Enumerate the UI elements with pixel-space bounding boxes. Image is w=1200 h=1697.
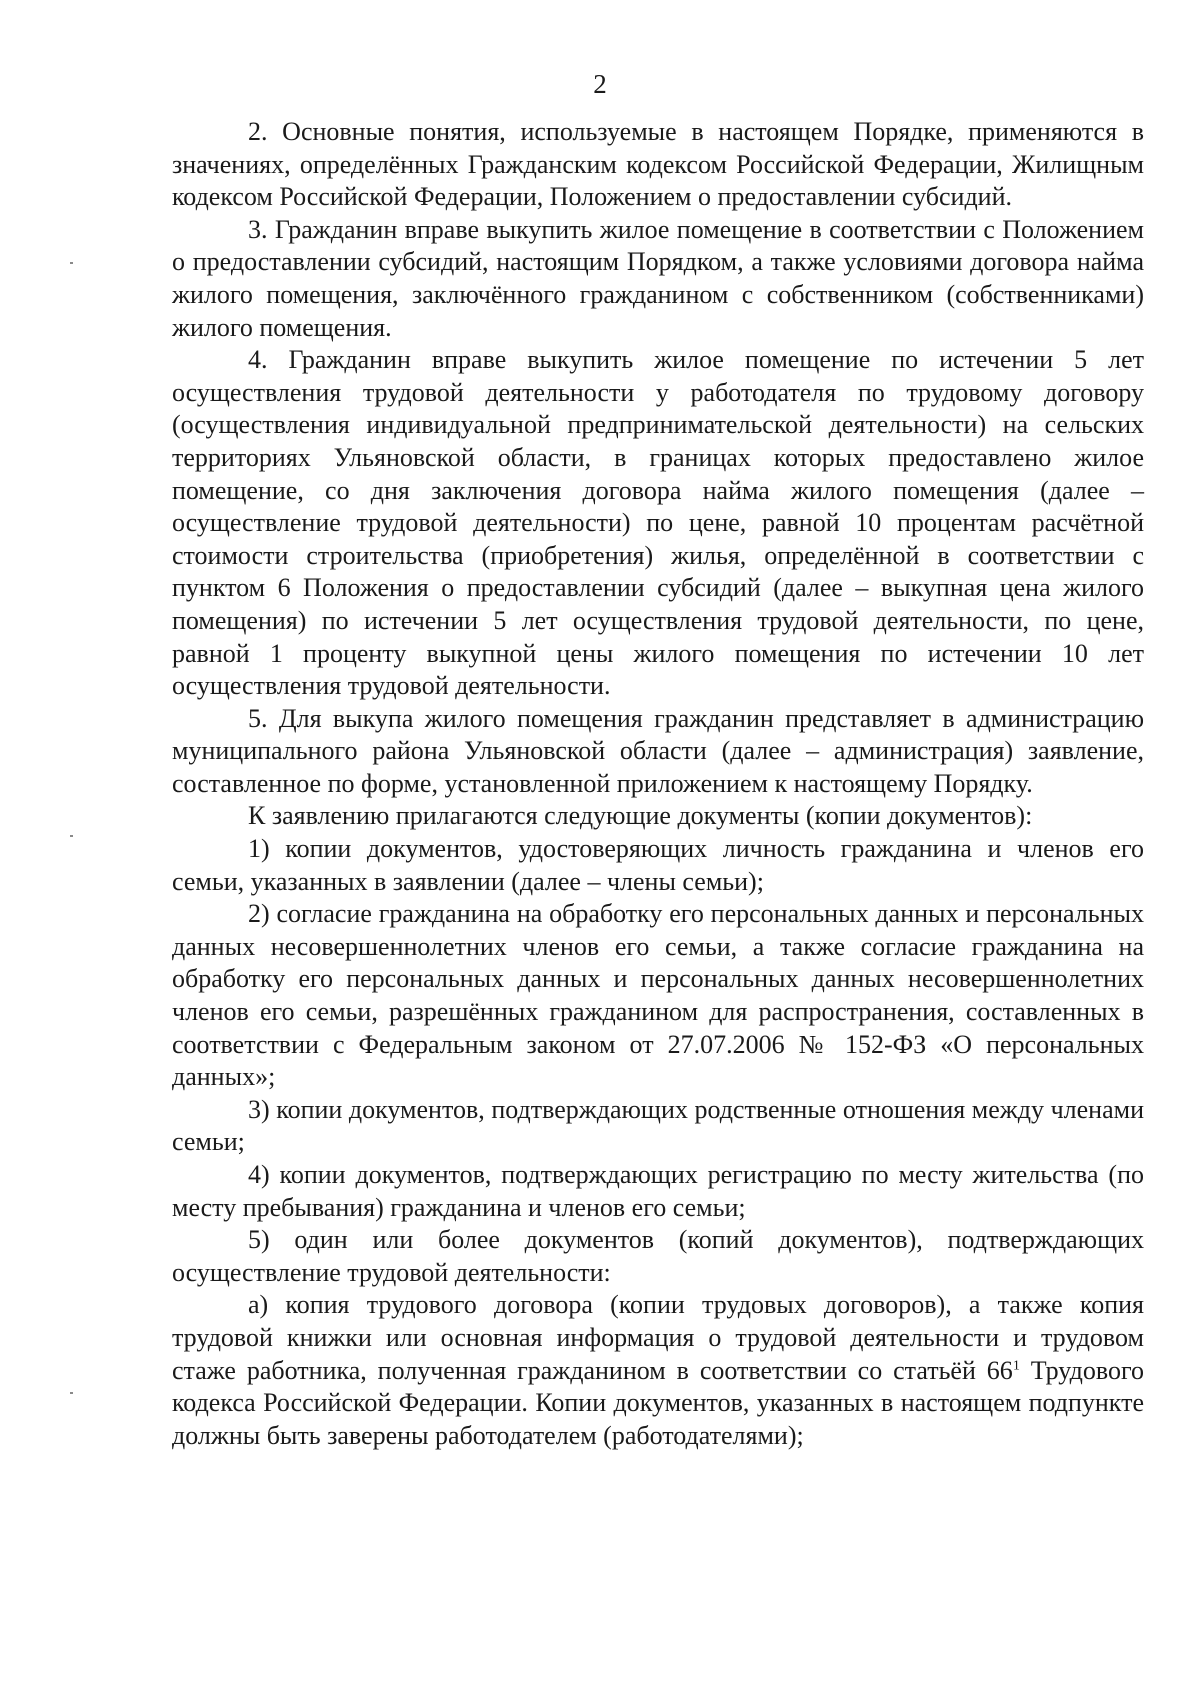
list-item-2-personal-data-consent: 2) согласие гражданина на обработку его персональных данных и персональных данных несовершеннолетних членов его семьи, а также согласие гражданина на обработку его персональных данных и персональных данных несовершеннолетних членов его семьи, разрешённых гражданином для распространения, составленных в соответствии с Федеральным законом от 27.07.2006 № 152-ФЗ «О персональных данных»;	[172, 899, 1144, 1092]
subitem-a-text-after: Трудового кодекса Российской Федерации. Копии документов, указанных в настоящем подпункте должны быть заверены работодателем (работодателями);	[172, 1355, 1144, 1450]
paragraph-2-basic-concepts: 2. Основные понятия, используемые в настоящем Порядке, применяются в значениях, определённых Гражданским кодексом Российской Федерации, Жилищным кодексом Российской Федерации, Положением о предоставлении субсидий.	[172, 117, 1144, 212]
documents-intro: К заявлению прилагаются следующие документы (копии документов):	[248, 801, 1033, 831]
document-body	[172, 116, 1144, 1452]
scan-margin-mark	[70, 835, 73, 837]
paragraph-3-right-to-buy: 3. Гражданин вправе выкупить жилое помещение в соответствии с Положением о предоставлении субсидий, настоящим Порядком, а также условиями договора найма жилого помещения, заключённого гражданином с собственником (собственниками) жилого помещения.	[172, 214, 1144, 342]
list-item-5-employment-proof: 5) один или более документов (копий документов), подтверждающих осуществление трудовой деятельности:	[172, 1225, 1144, 1287]
list-item-4-registration: 4) копии документов, подтверждающих регистрацию по месту жительства (по месту пребывания) гражданина и членов его семьи;	[172, 1160, 1144, 1222]
scan-margin-mark	[70, 1392, 73, 1394]
subitem-a-employment-contract	[172, 1289, 1144, 1452]
article-superscript: 1	[1012, 1357, 1020, 1373]
subitem-a-text-before: а) копия трудового договора (копии трудовых договоров), а также копия трудовой книжки или основная информация о трудовой деятельности и трудовом стаже работника, полученная гражданином в соответствии со статьёй 66	[172, 1290, 1144, 1385]
scan-margin-mark	[70, 262, 73, 264]
paragraph-4-buyout-price: 4. Гражданин вправе выкупить жилое помещение по истечении 5 лет осуществления трудовой деятельности у работодателя по трудовому договору (осуществления индивидуальной предпринимательской деятельности) на сельских территориях Ульяновской области, в границах которых предоставлено жилое помещение, со дня заключения договора найма жилого помещения (далее – осуществление трудовой деятельности) по цене, равной 10 процентам расчётной стоимости строительства (приобретения) жилья, определённой в соответствии с пунктом 6 Положения о предоставлении субсидий (далее – выкупная цена жилого помещения) по истечении 5 лет осуществления трудовой деятельности, по цене, равной 1 проценту выкупной цены жилого помещения по истечении 10 лет осуществления трудовой деятельности.	[172, 345, 1144, 701]
list-item-1-identity-documents: 1) копии документов, удостоверяющих личность гражданина и членов его семьи, указанных в заявлении (далее – члены семьи);	[172, 834, 1144, 896]
page-number: 2	[593, 69, 607, 99]
list-item-3-family-relations: 3) копии документов, подтверждающих родственные отношения между членами семьи;	[172, 1094, 1144, 1157]
paragraph-5-application: 5. Для выкупа жилого помещения гражданин представляет в администрацию муниципального района Ульяновской области (далее – администрация) заявление, составленное по форме, установленной приложением к настоящему Порядку.	[172, 703, 1144, 798]
